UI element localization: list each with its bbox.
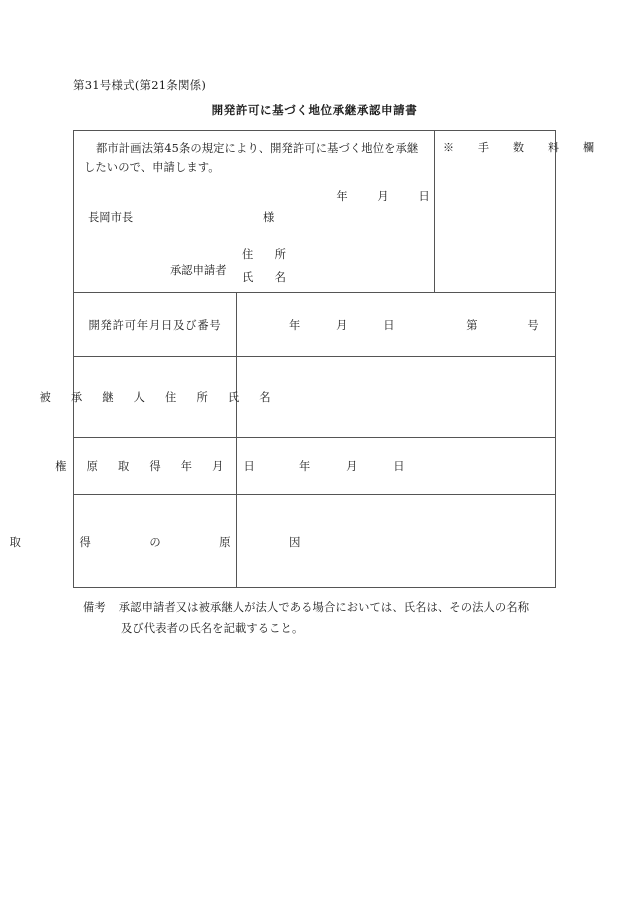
fee-column-label: ※ 手 数 料 欄 — [443, 141, 601, 154]
row-value-permit-date-number[interactable] — [237, 293, 555, 356]
table-row-acquisition-date — [55, 438, 555, 495]
application-form-table — [9, 130, 601, 588]
acquisition-month-label: 月 — [346, 460, 358, 473]
footnote-label: 備考 — [83, 601, 106, 614]
applicant-name-label: 氏 名 — [242, 271, 291, 284]
date-year-label: 年 — [336, 190, 348, 203]
row-label-acquisition-date — [55, 438, 260, 494]
permit-month-label: 月 — [336, 318, 348, 332]
fee-cell — [435, 131, 601, 292]
permit-number-suffix: 号 — [527, 318, 539, 332]
date-entry-line — [74, 188, 430, 204]
row-label-text: 開発許可年月日及び番号 — [88, 318, 222, 332]
page-title: 開発許可に基づく地位承継承認申請書 — [211, 103, 418, 117]
acquisition-day-label: 日 — [393, 460, 405, 473]
footnote — [83, 597, 563, 639]
addressee-label: 長岡市長 — [88, 211, 134, 224]
addressee-honorific: 様 — [263, 211, 275, 224]
applicant-label: 承認申請者 — [170, 264, 227, 277]
applicant-address-label: 住 所 — [242, 248, 291, 261]
addressee-row — [88, 209, 428, 225]
footnote-line-1: 承認申請者又は被承継人が法人である場合においては、氏名は、その法人の名称 — [118, 601, 530, 614]
permit-day-label: 日 — [383, 318, 395, 332]
applicant-fields — [242, 243, 291, 289]
row-label-text: 取 得 の 原 因 — [9, 535, 313, 549]
statement-cell — [74, 131, 435, 292]
row-value-predecessor-address-name[interactable] — [237, 357, 555, 437]
footnote-line-2: 及び代表者の氏名を記載すること。 — [121, 622, 304, 635]
table-row-permit-date-number — [74, 293, 555, 357]
table-row-predecessor-address-name — [39, 357, 555, 438]
table-row-acquisition-reason — [9, 495, 555, 588]
date-day-label: 日 — [418, 190, 430, 203]
row-label-permit-date-number — [74, 293, 237, 356]
statement-text: 都市計画法第45条の規定により、開発許可に基づく地位を承継したいので、申請します。 — [84, 142, 419, 174]
row-label-text: 被 承 継 人 住 所 氏 名 — [39, 391, 275, 404]
form-number: 第31号様式(第21条関係) — [73, 78, 207, 92]
date-month-label: 月 — [377, 190, 389, 203]
row-label-acquisition-reason — [9, 495, 313, 588]
acquisition-year-label: 年 — [299, 460, 311, 473]
row-label-predecessor-address-name — [39, 357, 275, 437]
permit-year-label: 年 — [289, 318, 301, 332]
row-value-acquisition-date[interactable] — [237, 438, 555, 494]
permit-number-prefix: 第 — [466, 318, 478, 332]
row-label-text: 権 原 取 得 年 月 日 — [55, 460, 260, 473]
form-header-block — [74, 131, 601, 293]
row-value-acquisition-reason[interactable] — [237, 495, 555, 588]
